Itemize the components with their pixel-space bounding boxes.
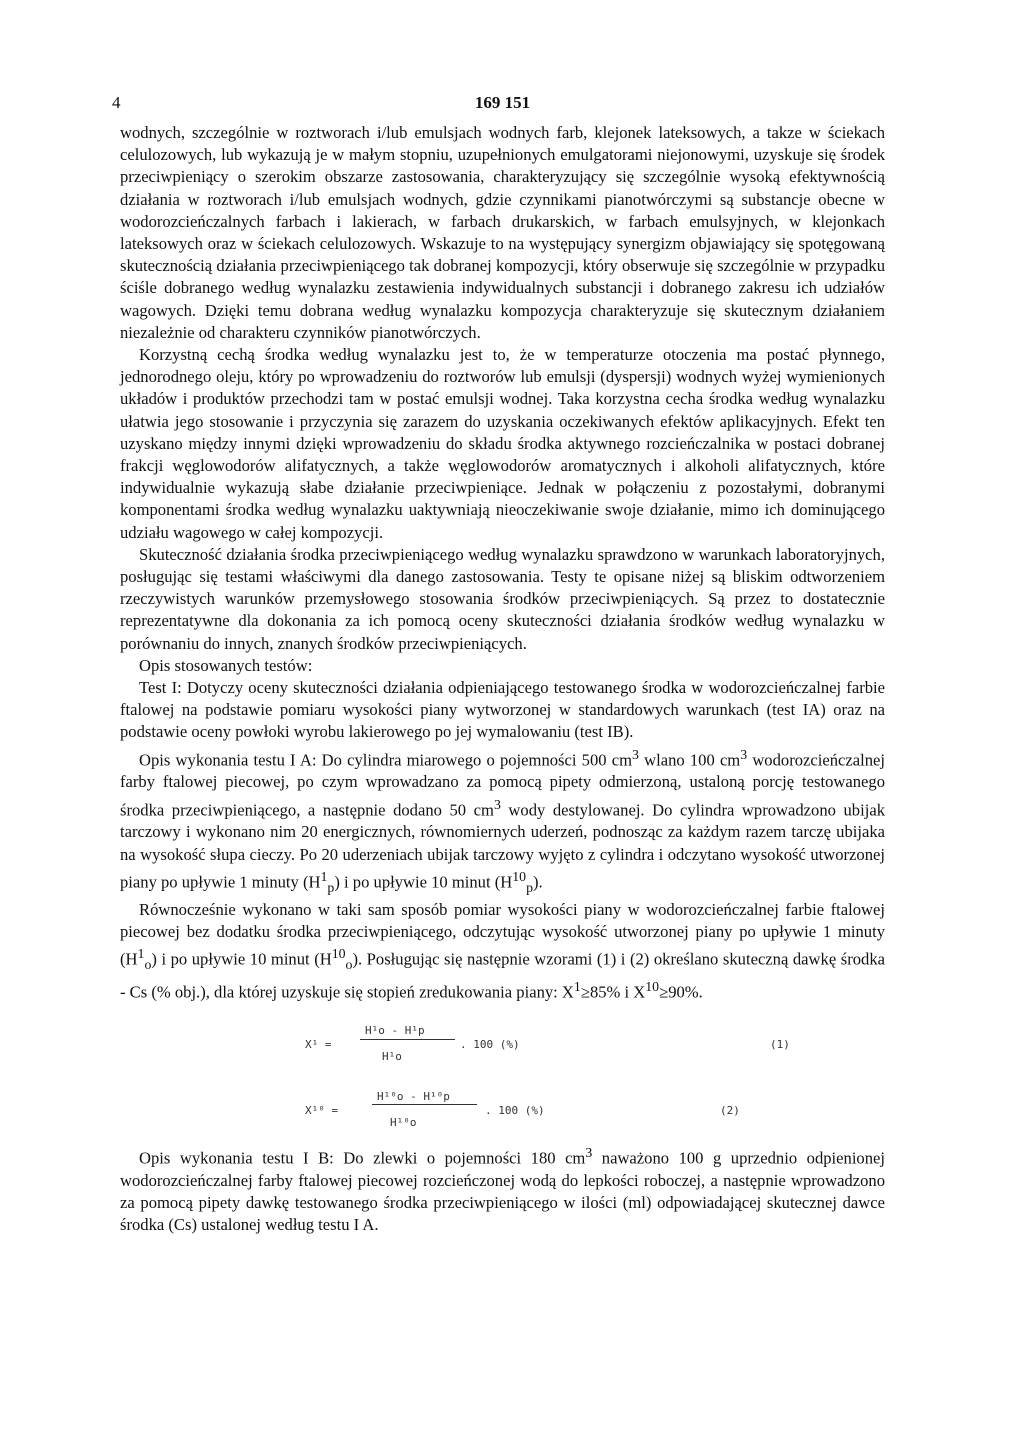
formula-1 [120, 1020, 885, 1080]
paragraph-continuation: wodnych, szczególnie w roztworach i/lub emulsjach wodnych farb, klejonek lateksowych, a takze w ściekach celulozowych, lub wykazują je w małym stopniu, uzupełnionych emulgatorami niejonowymi, uzyskuje się środek przeciwpieniący o szerokim obszarze zastosowania, charakteryzujący się szczególnie wysoką efektywnością działania w roztworach i/lub emulsjach wodnych, gdzie czynnikami pianotwórczymi są substancje obecne w wodorozcieńczalnych farbach i lakierach, w farbach drukarskich, w farbach emulsyjnych, w klejonkach lateksowych oraz w ściekach celulozowych. Wskazuje to na występujący synergizm objawiający się spotęgowaną skutecznością działania przeciwpieniącego tak dobranej kompozycji, który obserwuje się szczególnie w przypadku ściśle dobranego według wynalazku zestawienia indywidualnych substancji i dobranego zakresu ich udziałów wagowych. Dzięki temu dobrana według wynalazku kompozycja charakteryzuje się skutecznym działaniem niezależnie od charakteru czynników pianotwórczych. [120, 123, 885, 342]
paragraph-test-1a: Opis wykonania testu I A: Do cylindra miarowego o pojemności 500 $cm^3$ wlano 100 $cm^3$ wodorozcieńczalnej farby ftalowej piecowej, po czym wprowadzano za pomocą pipety odmierzoną, ustaloną porcję testowanego środka przeciwpieniącego, a następnie dodano 50 $cm^3$ wody destylowanej. Do cylindra wprowadzono ubijak tarczowy i wykonano nim 20 energicznych, równomiernych uderzeń, podnosząc za każdym razem tarczę ubijaka na wysokość słupa cieczy. Po 20 uderzeniach ubijak tarczowy wyjęto z cylindra i odczytano wysokość utworzonej piany po upływie 1 minuty $(H^1_p)$ i po upływie 10 minut $(H^{10}_p)$. [120, 746, 886, 895]
paragraph-test-1b: Opis wykonania testu I B: Do zlewki o pojemności 180 $cm^3$ naważono 100 g uprzednio odpienionej wodorozcieńczalnej farby ftalowej piecowej rozcieńczonej wodą do lepkości roboczej, a następnie wprowadzono za pomocą pipety dawkę testowanego środka przeciwpieniącego w ilości (ml) odpowiadającej skutecznej dawce środka (Cs) ustalonej według testu I A. [120, 1145, 885, 1235]
formula-1-factor: . 100 (%) [460, 1038, 520, 1051]
formula-1-lhs: X¹ = [305, 1038, 332, 1051]
formula-block [120, 1004, 885, 1142]
formula-2-denominator: H¹⁰o [390, 1116, 417, 1129]
formula-2-numerator: H¹⁰o - H¹⁰p [377, 1090, 450, 1103]
formula-2-ref: (2) [720, 1104, 740, 1117]
formula-1-fraction-bar [360, 1039, 455, 1040]
document-page [112, 92, 886, 1236]
formula-2-fraction-bar [372, 1104, 477, 1105]
formula-2 [120, 1082, 885, 1142]
paragraph-advantage: Korzystną cechą środka według wynalazku jest to, że w temperaturze otoczenia ma postać płynnego, jednorodnego oleju, który po wprowadzeniu do roztworów lub emulsji (dyspersji) wodnych wyżej wymienionych układów i produktów przechodzi tam w postać emulsji wodnej. Taka korzystna cecha środka według wynalazku ułatwia jego stosowanie i przyczynia się zarazem do uzyskania oczekiwanych efektów aplikacyjnych. Efekt ten uzyskano między innymi dzięki wprowadzeniu do składu środka aktywnego rozcieńczalnika w postaci dobranej frakcji węglowodorów alifatycznych, a także węglowodorów aromatycznych i alkoholi alifatycznych, które indywidualnie wykazują słabe działanie przeciwpieniące. Jednak w połączeniu z pozostałymi, dobranymi komponentami środka według wynalazku uaktywniają nieoczekiwanie swoje działanie, mimo ich dominującego udziału wagowego w całej kompozycji. [120, 345, 885, 542]
paragraph-test-1: Test I: Dotyczy oceny skuteczności działania odpieniającego testowanego środka w wodorozcieńczalnej farbie ftalowej na podstawie pomiaru wysokości piany wytworzonej w standardowych warunkach (test IA) oraz na podstawie oceny powłoki wyrobu lakierowego po jej wymalowaniu (test IB). [120, 678, 885, 742]
formula-1-numerator: H¹o - H¹p [365, 1024, 425, 1037]
formula-1-denominator: H¹o [382, 1050, 402, 1063]
paragraph-reference-test: Równocześnie wykonano w taki sam sposób pomiar wysokości piany w wodorozcieńczalnej farbie ftalowej piecowej bez dodatku środka przeciwpieniącego, odczytując wysokość utworzonej piany po upływie 1 minuty $(H^1_o)$ i po upływie 10 minut $(H^{10}_o)$. Posługując się następnie wzorami (1) i (2) określano skuteczną dawkę środka - Cs (% obj.), dla której uzyskuje się stopień zredukowania piany: $X^1\ge 85\%$ i $X^{10}\ge 90\%$. [120, 899, 885, 1002]
patent-number: 169 151 [474, 93, 531, 112]
formula-1-ref: (1) [770, 1038, 790, 1051]
formula-2-lhs: X¹⁰ = [305, 1104, 339, 1117]
formula-2-factor: . 100 (%) [485, 1104, 545, 1117]
page-header [112, 92, 885, 122]
paragraph-effectiveness: Skuteczność działania środka przeciwpieniącego według wynalazku sprawdzono w warunkach laboratoryjnych, posługując się testami właściwymi dla danego zastosowania. Testy te opisane niżej są bliskim odtworzeniem rzeczywistych warunków przemysłowego stosowania środków przeciwpieniących. Są przez to dostatecznie reprezentatywne dla dokonania za ich pomocą oceny skuteczności działania środków według wynalazku w porównaniu do innych, znanych środków przeciwpieniących. [120, 544, 885, 653]
paragraph-tests-heading: Opis stosowanych testów: [139, 655, 313, 675]
page-number: 4 [112, 93, 121, 112]
